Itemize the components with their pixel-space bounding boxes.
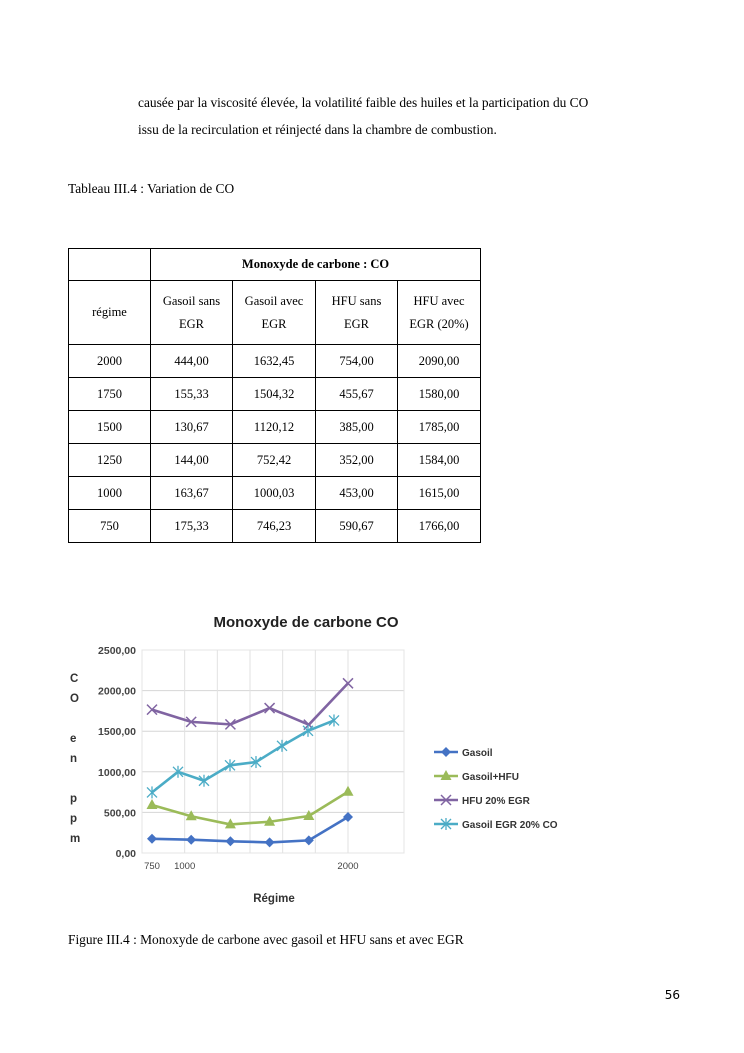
y-tick-labels (98, 645, 136, 860)
legend-entry (434, 818, 558, 831)
value-cell: 175,33 (151, 510, 233, 543)
value-cell: 1120,12 (233, 411, 316, 444)
table-row (69, 510, 481, 543)
paragraph-line-2: issu de la recirculation et réinjecté dans la chambre de combustion. (138, 122, 497, 137)
table-row (69, 444, 481, 477)
regime-cell: 1250 (69, 444, 151, 477)
value-cell: 590,67 (316, 510, 398, 543)
regime-cell: 1750 (69, 378, 151, 411)
y-tick-label: 2500,00 (98, 645, 136, 657)
x-tick-label: 2000 (337, 861, 359, 872)
value-cell: 352,00 (316, 444, 398, 477)
value-cell: 746,23 (233, 510, 316, 543)
value-cell: 1766,00 (398, 510, 481, 543)
value-cell: 1785,00 (398, 411, 481, 444)
legend-label: Gasoil (462, 748, 493, 759)
y-tick-label: 2000,00 (98, 685, 136, 698)
data-point (343, 786, 354, 796)
data-point (147, 834, 157, 844)
value-cell: 453,00 (316, 477, 398, 510)
value-cell: 1580,00 (398, 378, 481, 411)
x-tick-label: 1000 (174, 861, 196, 872)
data-point (265, 703, 275, 713)
table-corner-cell (69, 249, 151, 281)
value-cell: 455,67 (316, 378, 398, 411)
y-label-letter: n (70, 753, 78, 765)
y-label-letter: p (70, 813, 78, 825)
data-point (329, 714, 339, 726)
table-title: Monoxyde de carbone : CO (151, 249, 481, 281)
header-col-3: HFU sans EGR (316, 281, 398, 345)
value-cell: 2090,00 (398, 345, 481, 378)
legend-label: Gasoil+HFU (462, 772, 519, 783)
value-cell: 1632,45 (233, 345, 316, 378)
regime-cell: 1000 (69, 477, 151, 510)
legend-entry (434, 770, 519, 783)
header-col-4: HFU avec EGR (20%) (398, 281, 481, 345)
value-cell: 163,67 (151, 477, 233, 510)
paragraph-line-1: causée par la viscosité élevée, la volatilité faible des huiles et la participation du CO (138, 95, 589, 110)
chart-legend (434, 747, 558, 831)
data-point (277, 740, 287, 752)
y-label-letter: O (70, 693, 79, 705)
data-point (225, 836, 235, 846)
data-point (147, 799, 158, 809)
legend-label: HFU 20% EGR (462, 796, 530, 807)
value-cell: 1615,00 (398, 477, 481, 510)
value-cell: 1000,03 (233, 477, 316, 510)
value-cell: 144,00 (151, 444, 233, 477)
header-regime: régime (69, 281, 151, 345)
legend-label: Gasoil EGR 20% CO (462, 820, 558, 831)
y-tick-label: 1500,00 (98, 726, 136, 739)
regime-cell: 750 (69, 510, 151, 543)
chart-title: Monoxyde de carbone CO (213, 614, 399, 631)
data-point (265, 837, 275, 847)
y-axis-label (70, 673, 80, 845)
value-cell: 754,00 (316, 345, 398, 378)
figure-caption: Figure III.4 : Monoxyde de carbone avec gasoil et HFU sans et avec EGR (68, 932, 464, 947)
header-col-2: Gasoil avec EGR (233, 281, 316, 345)
value-cell: 444,00 (151, 345, 233, 378)
value-cell: 752,42 (233, 444, 316, 477)
co-line-chart (60, 600, 570, 920)
x-tick-labels (144, 861, 359, 872)
legend-entry (434, 747, 493, 759)
y-tick-label: 0,00 (115, 848, 136, 860)
value-cell: 385,00 (316, 411, 398, 444)
value-cell: 1504,32 (233, 378, 316, 411)
value-cell: 1584,00 (398, 444, 481, 477)
regime-cell: 1500 (69, 411, 151, 444)
body-paragraph (138, 89, 698, 143)
y-label-letter: C (70, 673, 79, 685)
legend-entry (434, 795, 531, 807)
y-label-letter: p (70, 793, 78, 805)
page-number: 56 (664, 988, 680, 1002)
co-table (68, 248, 481, 543)
x-tick-label: 750 (144, 861, 160, 872)
table-row (69, 378, 481, 411)
header-col-1: Gasoil sans EGR (151, 281, 233, 345)
y-label-letter: m (70, 833, 81, 845)
table-row (69, 411, 481, 444)
data-point (147, 786, 157, 798)
data-point (186, 835, 196, 845)
data-point (441, 747, 451, 757)
y-tick-label: 500,00 (103, 807, 136, 820)
x-axis-label: Régime (253, 893, 295, 905)
table-row (69, 345, 481, 378)
y-tick-label: 1000,00 (98, 766, 136, 779)
value-cell: 130,67 (151, 411, 233, 444)
table-row (69, 477, 481, 510)
value-cell: 155,33 (151, 378, 233, 411)
regime-cell: 2000 (69, 345, 151, 378)
table-caption: Tableau III.4 : Variation de CO (68, 181, 235, 196)
y-label-letter: e (70, 733, 77, 745)
